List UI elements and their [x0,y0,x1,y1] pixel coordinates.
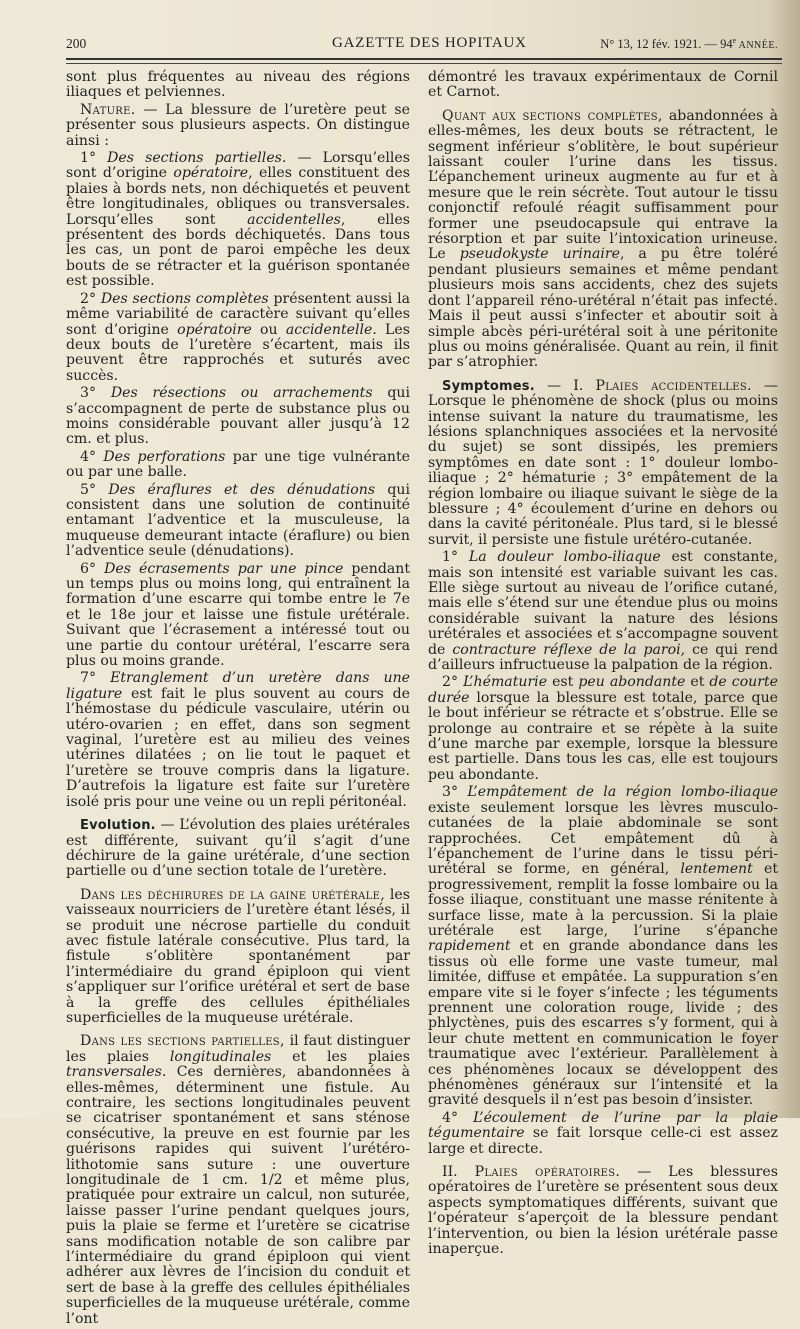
issue-prefix: N° 13, 12 fév. 1921. — 94 [600,37,733,52]
right-column [428,70,778,1259]
item-title: Des perforations [103,448,226,465]
item-title: Des éraflures et des dénudations [108,481,376,498]
item-title: Des écrasements par une pince [104,560,344,577]
item-title: Etranglement d’un uretère dans une ligature [66,670,410,702]
subsection-label: Quant aux sections complètes, [442,107,663,124]
issue-info [600,36,778,52]
paragraph-symptomes: Symptomes. — I. Plaies accidentelles. — Lorsque le phénomène de shock (plus ou moins intense suivant la nature du traumatisme, les lésions splanchniques associées et la nervosité du sujet) se sont dissipés, les premiers symptômes en date sont : 1° douleur lombo-iliaque ; 2° hématurie ; 3° empâtement de la région lombaire ou iliaque suivant le siège de la blessure ; 4° écoulement d’urine en dehors ou dans la cavité péritonéale. Plus tard, si le blessé survit, il persiste une fistule urétéro-cutanée. [428,377,778,548]
subsection-label: Dans les déchirures de la gaine urétérale, [80,886,386,903]
paragraph-nature: Nature. — La blessure de l’uretère peut se présenter sous plusieurs aspects. On distingue ainsi : [66,101,410,149]
item-title: La douleur lombo-iliaque [468,549,661,566]
paragraph: démontré les travaux expérimentaux de Cornil et Carnot. [428,69,778,101]
left-column [66,70,410,1329]
list-item: 2° L’hématurie est peu abondante et de courte durée lorsque la blessure est totale, parce que le bout inférieur se rétracte et s’obstrue. Elle se prolonge au contraire et se répète à la suite d’une marche par exemple, lorsque la blessure est partielle. Dans tous les cas, elle est toujours peu abondante. [428,674,778,783]
running-header [66,34,778,56]
section-label: Nature. [80,101,136,118]
paragraph: Quant aux sections complètes, abandonnées à elles-mêmes, les deux bouts se rétractent, le segment inférieur s’oblitère, le bout supérieur laissant couler l’urine dans les tissus. L’épanchement urineux augmente au fur et à mesure que le rein sécrète. Tout autour le tissu conjonctif refoulé réagit suffisamment pour former une pseudocapsule qui entrave la résorption et par suite l’intoxication urineuse. Le pseudokyste urinaire, a pu être toléré pendant plusieurs semaines et même pendant plusieurs mois sans accidents, chez des sujets dont l’appareil réno-urétéral n’était pas infecté. Mais il peut aussi s’infecter et aboutir soit à simple abcès péri-urétéral soit à une péritonite plus ou moins généralisée. Quant au rein, il finit par s’atrophier. [428,107,778,371]
paragraph: II. Plaies opératoires. — Les blessures opératoires de l’uretère se présentent sous deux aspects symptomatiques différents, suivant que l’opérateur s’aperçoit de la blessure pendant l’intervention, ou bien la lésion urétérale passe inaperçue. [428,1164,778,1258]
paragraph-evolution: Evolution. — L’évolution des plaies urétérales est différente, suivant qu’il s’agit d’une déchirure de la gaine urétérale, d’une section partielle ou d’une section totale de l’uretère. [66,817,410,880]
item-title: L’hématurie [463,674,548,691]
paragraph: Dans les déchirures de la gaine urétérale, les vaisseaux nourriciers de l’uretère étant lésés, il se produit une nécrose partielle du conduit avec fistule latérale consécutive. Plus tard, la fistule s’oblitère spontanément par l’intermédiaire du grand épiploon qui vient s’appliquer sur l’orifice urétéral et sert de base à la greffe des cellules épithéliales superficielles de la muqueuse urétérale. [66,886,411,1026]
list-item: 5° Des éraflures et des dénudations qui consistent dans une solution de continuité entamant l’adventice et la musculeuse, la muqueuse demeurant intacte (éraflure) ou bien l’adventice seule (dénudations). [66,481,411,560]
list-item: 1° Des sections partielles. — Lorsqu’elles sont d’origine opératoire, elles constituent des plaies à bords nets, non déchiquetés et peuvent être longitudinales, obliques ou transversales. Lorsqu’elles sont accidentelles, elles présentent des bords déchiquetés. Dans tous les cas, un pont de paroi empêche les deux bouts de se rétracter et la guérison spontanée est possible. [66,150,411,290]
list-item: 4° Des perforations par une tige vulnérante ou par une balle. [66,448,411,481]
section-heading: Evolution. [80,818,156,834]
header-rule [66,58,782,60]
item-title: L’empâtement de la région lombo-iliaque [467,784,778,801]
list-item: 6° Des écrasements par une pince pendant un temps plus ou moins long, qui entraînent la formation d’une escarre qui tombe entre le 7e et le 18e jour et laisse une fistule urétérale. Suivant que l’écrasement a intéressé tout ou une partie du contour urétéral, l’escarre sera plus ou moins grande. [66,560,410,670]
item-title: Des résections ou arrachements [110,385,373,402]
list-item: 2° Des sections complètes présentent aussi la même variabilité de caractère suivant qu’elles sont d’origine opératoire ou accidentelle. Les deux bouts de l’uretère s’écartent, mais ils peuvent être rapprochés et suturés avec succès. [66,290,410,384]
list-item: 4° L’écoulement de l’urine par la plaie tégumentaire se fait lorsque celle-ci est assez large et directe. [428,1109,779,1157]
item-title: Des sections complètes [100,290,269,307]
issue-suffix: ANNÉE. [736,40,778,52]
item-title: Des sections partielles. [107,150,287,167]
list-item: 1° La douleur lombo-iliaque est constante, mais son intensité est variable suivant les cas. Elle siège surtout au niveau de l’orifice cutané, mais elle s’étend sur une étendue plus ou moins considérable suivant la nature des lésions urétérales et associées et s’accompagne souvent de contracture réflexe de la paroi, ce qui rend d’ailleurs infructueuse la palpation de la région. [428,549,779,674]
section-heading: Symptomes. [442,378,535,394]
paragraph: Dans les sections partielles, il faut distinguer les plaies longitudinales et les plaies transversales. Ces dernières, abandonnées à elles-mêmes, déterminent une fistule. Au contraire, les sections longitudinales peuvent se cicatriser spontanément et sans sténose consécutive, la preuve en est fournie par les guérisons rapides qui suivent l’urétéro-lithotomie sans suture : une ouverture longitudinale de 1 cm. 1/2 et même plus, pratiquée pour extraire un calcul, non suturée, laisse passer l’urine pendant quelques jours, puis la plaie se ferme et l’uretère se cicatrise sans modification notable de son calibre par l’intermédiaire du grand épiploon qui vient adhérer aux lèvres de l’incision du conduit et sert de base à la greffe des cellules épithéliales superficielles de la muqueuse urétérale, comme l’ont [66,1033,410,1327]
subsection-label: Plaies opératoires. [474,1164,621,1181]
issue-sup: e [732,36,737,45]
journal-title: GAZETTE DES HOPITAUX [332,35,527,51]
subsection-label: Dans les sections partielles, [80,1033,285,1050]
page-number: 200 [66,36,87,51]
list-item: 3° L’empâtement de la région lombo-iliaque existe seulement lorsque les lèvres musculo-cutanées de la plaie abdominale se sont rapprochées. Cet empâtement dû à l’épanchement de l’urine dans le tissu péri-urétéral se forme, en général, lentement et progressivement, remplit la fosse lombaire ou la fosse iliaque, constituant une masse rénitente à surface lisse, mate à la percussion. Si la plaie urétérale est large, l’urine s’épanche rapidement et en grande abondance dans les tissus où elle forme une vaste tumeur, mal limitée, diffuse et empâtée. La suppuration s’en empare vite si le foyer s’infecte ; les téguments prennent une coloration rouge, livide ; des phlyctènes, puis des escarres s’y forment, qui à leur chute mettent en communication le foyer traumatique avec l’extérieur. Parallèlement à ces phénomènes locaux se développent des phénomènes généraux sur l’intensité et la gravité desquels il n’est pas besoin d’insister. [428,784,778,1109]
list-item: 7° Etranglement d’un uretère dans une ligature est fait le plus souvent au cours de l’hémostase du pédicule vasculaire, utérin ou utéro-ovarien ; en effet, dans son segment vaginal, l’uretère est au milieu des veines utérines dilatées ; on lie tout le paquet et l’uretère se trouve compris dans la ligature. D’autrefois la ligature est faite sur l’uretère isolé pris pour une veine ou un repli péritonéal. [66,670,410,810]
header-rule-thin [66,63,782,64]
list-item: 3° Des résections ou arrachements qui s’accompagnent de perte de substance plus ou moins considérable pouvant aller jusqu’à 12 cm. et plus. [66,385,410,448]
paragraph: sont plus fréquentes au niveau des régions iliaques et pelviennes. [66,69,410,101]
item-title: L’écoulement de l’urine par la plaie tégumentaire [428,1109,779,1142]
